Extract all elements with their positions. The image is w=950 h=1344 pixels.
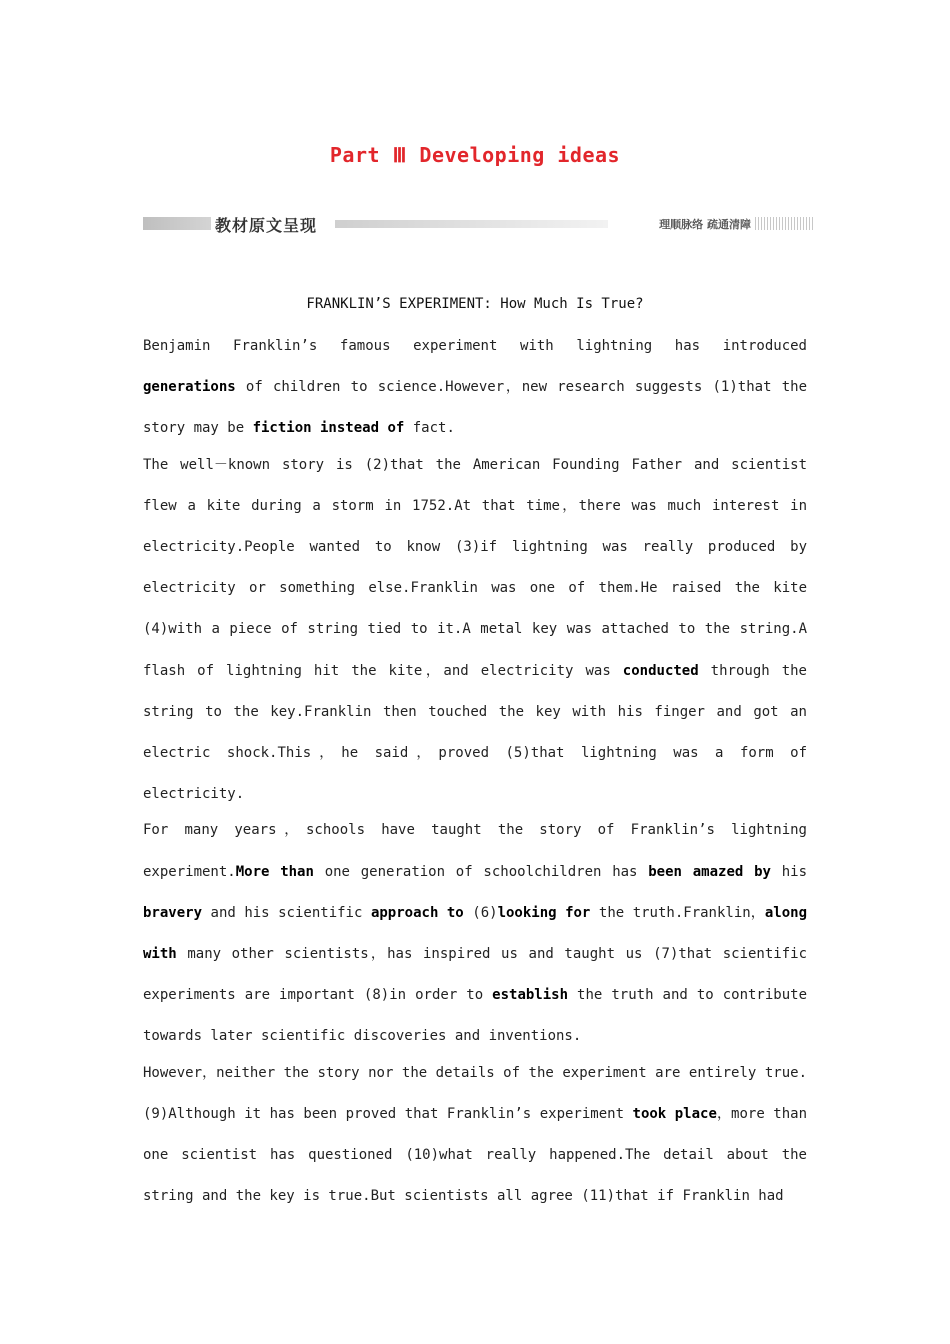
section-bar-line xyxy=(335,220,608,228)
section-tagline: 理顺脉络 疏通清障 xyxy=(659,218,751,231)
text-run: and his scientific xyxy=(202,904,371,921)
article-title: FRANKLIN’S EXPERIMENT: How Much Is True? xyxy=(306,296,644,312)
text-run: the truth and to contribute towards later scientific discoveries and inventions. xyxy=(143,987,807,1045)
key-phrase: approach to xyxy=(370,904,464,921)
article-paragraph xyxy=(143,445,807,816)
text-run: many other scientists，has inspired us and taught us (7)that scientific experiments are important (8)in order to xyxy=(143,946,807,1004)
text-run: ，more than one scientist has questioned (10)what really happened.The detail about the string and the key is true.But scientists all agree (11)that if Franklin had xyxy=(143,1105,807,1205)
text-run: through the string to the key.Franklin then touched the key with his finger and got an electric shock.This，he said，proved (5)that lightning was a form of electricity. xyxy=(143,662,807,803)
text-run: of children to science.However，new research suggests (1)that the story may be xyxy=(143,379,807,437)
section-bar-stripes xyxy=(755,217,813,230)
text-run: (6) xyxy=(463,904,498,921)
key-phrase: looking for xyxy=(497,904,591,921)
text-run: fact. xyxy=(404,420,455,437)
article-paragraph xyxy=(143,326,807,450)
part-title: Part Ⅲ Developing ideas xyxy=(329,143,621,167)
section-bar-left-block xyxy=(143,217,211,230)
key-phrase: establish xyxy=(492,987,569,1004)
key-phrase: fiction instead of xyxy=(252,420,405,437)
key-phrase: along with xyxy=(143,904,808,963)
key-phrase: generations xyxy=(143,379,236,396)
key-phrase: bravery xyxy=(143,904,203,921)
key-phrase: conducted xyxy=(622,662,699,679)
article-paragraph xyxy=(143,810,807,1057)
key-phrase: took place xyxy=(632,1105,717,1122)
text-run: his xyxy=(770,863,807,880)
section-header-bar xyxy=(143,213,813,235)
text-run: one generation of schoolchildren has xyxy=(313,863,649,880)
key-phrase: been amazed by xyxy=(648,863,771,880)
section-label: 教材原文呈现 xyxy=(215,216,318,235)
key-phrase: More than xyxy=(235,863,314,880)
article-body xyxy=(143,326,807,1212)
text-run: Benjamin Franklin’s famous experiment with lightning has introduced xyxy=(143,338,807,354)
text-run: For many years，schools have taught the story of Franklin’s lightning experiment. xyxy=(143,822,807,880)
text-run: However，neither the story nor the details of the experiment are entirely true.(9)Although it has been proved that Franklin’s experiment xyxy=(143,1064,807,1122)
article-paragraph xyxy=(143,1053,807,1218)
text-run: the truth.Franklin， xyxy=(590,904,765,921)
text-run: The well－known story is (2)that the American Founding Father and scientist flew a kite during a storm in 1752.At that time，there was much interest in electricity.People wanted to know (3)if lightning was really produced by electricity or something else.Franklin was one of them.He raised the kite (4)with a piece of string tied to it.A metal key was attached to the string.A flash of lightning hit the kite，and electricity was xyxy=(143,456,807,679)
